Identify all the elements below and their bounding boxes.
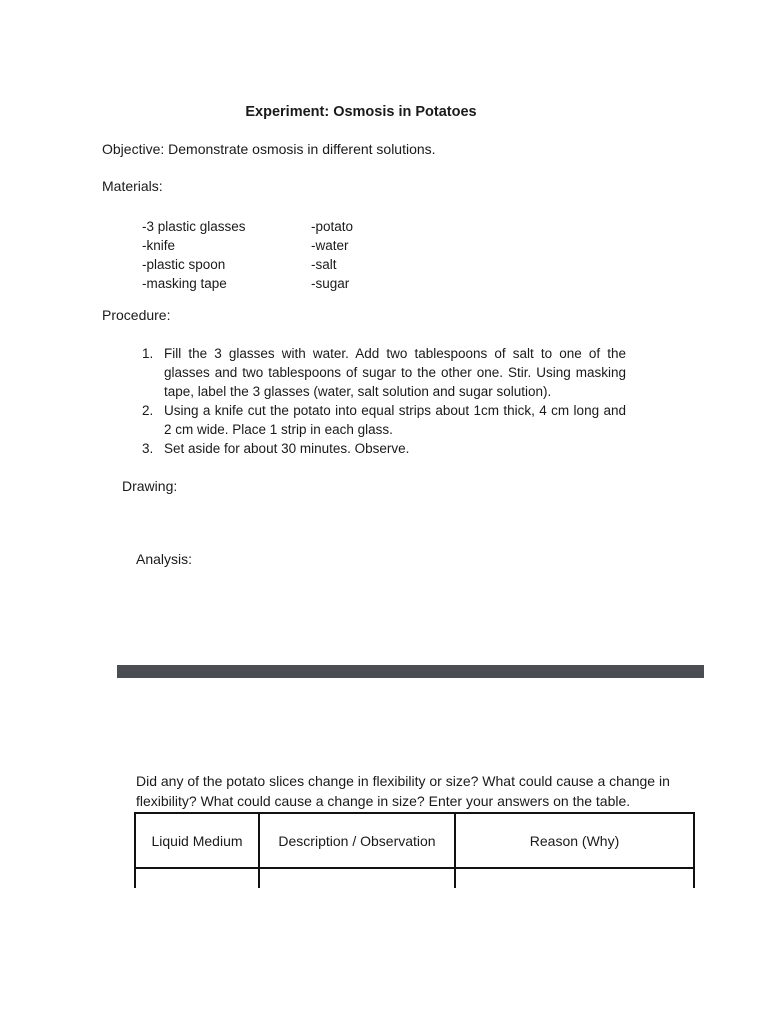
material-item: -potato	[311, 219, 354, 234]
material-item: -plastic spoon	[142, 257, 226, 272]
procedure-step	[142, 401, 626, 439]
materials-list-right	[311, 217, 353, 293]
material-item: -knife	[142, 238, 176, 253]
procedure-heading: Procedure:	[102, 307, 171, 323]
answer-table	[134, 812, 695, 888]
step-text: Set aside for about 30 minutes. Observe.	[164, 441, 410, 456]
materials-heading: Materials:	[102, 178, 163, 194]
procedure-step	[142, 439, 626, 458]
header-liquid-medium: Liquid Medium	[135, 813, 259, 868]
table-cell[interactable]	[259, 868, 455, 888]
table-cell[interactable]	[135, 868, 259, 888]
step-text: Using a knife cut the potato into equal strips about 1cm thick, 4 cm long and 2 cm wide. Place 1 strip in each glass.	[164, 403, 626, 437]
drawing-heading: Drawing:	[122, 478, 178, 494]
table-row	[135, 868, 694, 888]
table-cell[interactable]	[455, 868, 694, 888]
table-header-row	[135, 813, 694, 868]
materials-list-left	[142, 217, 246, 293]
header-reason: Reason (Why)	[455, 813, 694, 868]
material-item: -sugar	[311, 276, 350, 291]
procedure-steps	[142, 344, 626, 458]
header-description-observation: Description / Observation	[259, 813, 455, 868]
material-item: -water	[311, 238, 349, 253]
material-item: -salt	[311, 257, 337, 272]
document-title: Experiment: Osmosis in Potatoes	[245, 104, 477, 120]
material-item: -masking tape	[142, 276, 227, 291]
step-number: 1.	[142, 346, 154, 361]
analysis-question: Did any of the potato slices change in flexibility or size? What could cause a change in flexibility? What could cause a change in size? Enter your answers on the table.	[136, 773, 670, 809]
step-text: Fill the 3 glasses with water. Add two tablespoons of salt to one of the glasses and two tablespoons of sugar to the other one. Stir. Using masking tape, label the 3 glasses (water, salt solution and sugar solution).	[164, 346, 626, 399]
material-item: -3 plastic glasses	[142, 219, 246, 234]
analysis-heading: Analysis:	[136, 551, 193, 567]
section-divider	[117, 665, 704, 678]
step-number: 2.	[142, 403, 154, 418]
objective-text: Objective: Demonstrate osmosis in different solutions.	[102, 141, 436, 157]
step-number: 3.	[142, 441, 154, 456]
procedure-step	[142, 344, 626, 401]
